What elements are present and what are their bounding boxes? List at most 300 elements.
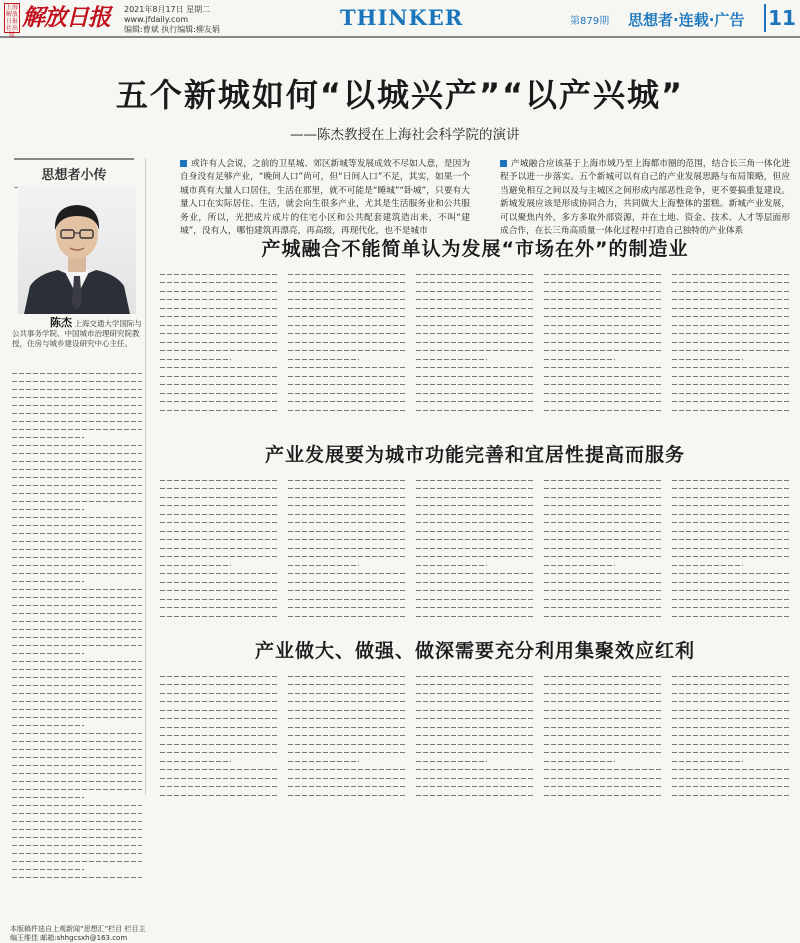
text-column [288,668,406,796]
text-line [416,684,534,685]
text-line [12,525,142,526]
text-line [160,556,278,557]
text-line [160,342,278,343]
text-line [160,599,278,600]
text-line [160,308,278,309]
text-line [544,778,662,779]
text-line [12,789,142,790]
text-line [672,291,790,292]
text-line [544,308,662,309]
text-line [544,693,662,694]
text-line [12,701,142,702]
text-line [544,410,662,411]
text-line [12,485,142,486]
text-line [12,693,142,694]
text-line [544,590,662,591]
editor-line: 编辑:曹斌 执行编辑:柳友娟 [124,25,220,34]
text-line [544,752,662,753]
text-line [544,497,662,498]
text-line [160,333,278,334]
text-line [672,367,790,368]
text-line [288,291,406,292]
text-line [544,376,662,377]
text-line [416,769,534,770]
text-line [672,522,790,523]
text-column [160,266,278,416]
text-line [160,282,278,283]
text-line [288,359,359,360]
text-line [416,531,534,532]
author-caption [12,318,142,349]
text-line [416,316,534,317]
text-line [288,333,406,334]
text-line [672,488,790,489]
text-line [12,725,84,726]
text-line [672,497,790,498]
text-line [160,710,278,711]
text-line [160,531,278,532]
text-line [672,401,790,402]
text-line [288,531,406,532]
text-line [288,761,359,762]
text-line [672,744,790,745]
text-line [672,359,743,360]
text-line [416,786,534,787]
text-line [12,653,84,654]
text-line [160,410,278,411]
subtitle: ——陈杰教授在上海社会科学院的演讲 [290,127,520,143]
text-line [416,795,534,796]
text-line [12,845,142,846]
brand-title: THINKER [340,5,464,30]
text-line [288,410,406,411]
text-column [544,472,662,622]
text-line [12,757,142,758]
text-line [160,735,278,736]
text-line [288,786,406,787]
text-line [288,693,406,694]
text-line [288,299,406,300]
text-column [416,668,534,796]
text-line [288,582,406,583]
text-line [544,480,662,481]
text-line [160,607,278,608]
text-line [416,410,534,411]
text-line [288,505,406,506]
section-heading-1: 产城融合不能简单认为发展“市场在外”的制造业 [160,234,790,261]
text-line [160,367,278,368]
text-line [12,389,142,390]
text-line [672,274,790,275]
text-line [12,501,142,502]
text-line [12,397,142,398]
text-line [544,342,662,343]
text-line [160,727,278,728]
section-2-body [160,472,790,622]
text-line [288,565,359,566]
text-line [12,581,84,582]
text-line [416,556,534,557]
text-line [160,778,278,779]
text-line [288,308,406,309]
text-line [672,693,790,694]
text-line [544,299,662,300]
text-line [12,533,142,534]
text-line [672,342,790,343]
text-line [416,718,534,719]
logo-side-text: 上海解放日报社出版 [5,4,18,39]
text-line [288,701,406,702]
text-line [12,805,142,806]
date-line: 2021年8月17日 星期二 [124,5,211,14]
text-line [288,752,406,753]
text-line [416,325,534,326]
text-line [672,795,790,796]
text-line [416,274,534,275]
text-line [12,437,84,438]
newspaper-logo: 解放日报 [22,4,110,31]
text-line [288,384,406,385]
text-line [288,393,406,394]
text-line [288,367,406,368]
text-line [416,607,534,608]
text-line [672,376,790,377]
text-column [544,266,662,416]
text-line [416,590,534,591]
text-line [544,539,662,540]
text-line [416,735,534,736]
text-line [12,629,142,630]
text-line [672,410,790,411]
text-line [160,480,278,481]
text-line [288,325,406,326]
text-line [160,616,278,617]
text-line [544,325,662,326]
text-line [160,582,278,583]
text-line [160,795,278,796]
text-line [160,769,278,770]
text-line [288,497,406,498]
text-line [544,786,662,787]
text-line [672,607,790,608]
text-line [544,522,662,523]
text-line [416,367,534,368]
text-line [288,342,406,343]
lede-left [180,158,470,238]
text-line [544,744,662,745]
text-line [416,384,534,385]
text-line [288,795,406,796]
text-column [672,472,790,622]
text-line [544,350,662,351]
text-line [12,413,142,414]
text-line [12,589,142,590]
text-line [416,778,534,779]
text-line [672,514,790,515]
text-line [416,342,534,343]
text-line [672,786,790,787]
text-line [544,359,615,360]
text-line [672,684,790,685]
text-line [544,582,662,583]
text-line [288,718,406,719]
author-bio: 上海交通大学国际与公共事务学院、中国城市治理研究院教授，住房与城乡建设研究中心主任。 [12,319,142,348]
text-line [544,676,662,677]
text-line [416,514,534,515]
text-line [672,556,790,557]
text-line [288,676,406,677]
text-line [12,421,142,422]
text-line [544,274,662,275]
text-line [160,548,278,549]
text-line [416,616,534,617]
text-line [12,781,142,782]
text-line [672,333,790,334]
bullet-square-icon [180,160,187,167]
text-line [288,590,406,591]
text-line [12,469,142,470]
text-line [544,393,662,394]
text-line [416,350,534,351]
text-line [288,778,406,779]
text-line [672,761,743,762]
text-line [160,693,278,694]
text-line [544,282,662,283]
text-line [416,548,534,549]
text-line [12,517,142,518]
text-line [416,308,534,309]
text-column [160,472,278,622]
text-line [672,565,743,566]
text-line [160,350,278,351]
text-line [672,735,790,736]
text-column [672,266,790,416]
text-line [672,299,790,300]
text-line [544,384,662,385]
section-1-body [160,266,790,416]
text-line [544,514,662,515]
text-line [12,381,142,382]
text-line [288,573,406,574]
text-line [160,299,278,300]
text-line [12,661,142,662]
text-line [160,761,231,762]
text-line [672,727,790,728]
portrait-illustration [18,186,136,314]
text-line [544,607,662,608]
author-name: 陈杰 [50,316,72,329]
text-line [12,797,84,798]
text-line [288,282,406,283]
text-line [12,821,142,822]
text-line [160,393,278,394]
sidebar-body-text [12,366,142,916]
text-line [416,282,534,283]
text-line [288,548,406,549]
text-line [672,752,790,753]
text-line [12,461,142,462]
text-line [544,795,662,796]
text-line [12,493,142,494]
text-line [544,727,662,728]
text-line [544,710,662,711]
text-column [672,668,790,796]
sidebar-title: 思想者小传 [14,158,134,188]
author-sidebar [4,158,146,942]
masthead [0,0,800,38]
text-line [12,677,142,678]
text-line [288,727,406,728]
text-line [672,384,790,385]
text-line [416,701,534,702]
text-line [416,333,534,334]
text-line [416,565,487,566]
text-line [12,565,142,566]
text-line [160,401,278,402]
text-line [544,616,662,617]
website-url[interactable]: www.jfdaily.com [124,15,189,24]
text-line [416,401,534,402]
text-line [12,405,142,406]
text-line [288,316,406,317]
text-line [12,373,142,374]
text-line [672,769,790,770]
text-line [672,480,790,481]
text-line [544,769,662,770]
text-line [672,582,790,583]
lede-right-text: 产城融合应该基于上海市域乃至上海都市圈的范围，结合长三角一体化进程予以进一步落实。五个新城可以有自己的产业发展思路与布局策略，但应当避免相互之间以及与主城区之间形成内部恶性竞争，更不要搞重复建设。新城发展应该是形成协同合力，共同做大上海整体的蛋糕。新城产业发展，可以聚焦内外，多方多取外部资源，并在土地、资金、技术、人才等层面形成合作，在长三角高质量一体化过程中打造自己独特的产业体系 [500,159,790,237]
text-line [12,597,142,598]
text-line [12,869,84,870]
text-line [288,710,406,711]
section-name: 思想者·连载·广告 [628,11,745,29]
text-column [288,266,406,416]
text-line [288,616,406,617]
text-line [672,282,790,283]
text-line [672,573,790,574]
text-line [160,376,278,377]
text-line [416,727,534,728]
text-line [544,488,662,489]
text-line [416,752,534,753]
page-number: 11 [764,4,798,32]
author-portrait [18,186,136,314]
text-line [160,684,278,685]
text-line [416,761,487,762]
text-line [160,488,278,489]
text-line [544,505,662,506]
text-line [544,556,662,557]
text-line [416,539,534,540]
header-info [124,5,220,35]
text-column [160,668,278,796]
text-line [416,676,534,677]
text-line [160,505,278,506]
text-column [288,472,406,622]
sidebar-footnote: 本版稿件选自上观新闻“思想汇”栏目 栏目主编王维佳 邮箱:shhgcsxh@163.com [10,925,146,942]
text-line [672,778,790,779]
text-line [672,599,790,600]
text-line [12,557,142,558]
text-line [544,531,662,532]
text-line [12,621,142,622]
text-line [288,735,406,736]
text-line [544,761,615,762]
text-line [12,573,142,574]
text-line [12,445,142,446]
text-line [544,316,662,317]
text-line [12,429,142,430]
text-line [416,582,534,583]
text-line [160,701,278,702]
text-line [160,718,278,719]
text-line [672,548,790,549]
text-line [672,308,790,309]
text-line [160,274,278,275]
text-line [12,637,142,638]
text-line [12,549,142,550]
bullet-square-icon [500,160,507,167]
text-line [672,350,790,351]
text-line [160,676,278,677]
text-line [160,316,278,317]
text-line [288,274,406,275]
text-column [544,668,662,796]
text-line [544,573,662,574]
text-line [12,645,142,646]
text-line [288,769,406,770]
text-line [544,291,662,292]
text-line [416,376,534,377]
text-line [12,853,142,854]
section-heading-2: 产业发展要为城市功能完善和宜居性提高而服务 [160,440,790,467]
text-line [672,590,790,591]
text-line [12,765,142,766]
text-line [12,813,142,814]
text-line [416,693,534,694]
text-line [160,514,278,515]
text-line [416,710,534,711]
main-headline: 五个新城如何“以城兴产”“以产兴城” [115,76,685,114]
text-line [160,384,278,385]
text-line [416,359,487,360]
text-line [160,752,278,753]
text-column [416,266,534,416]
text-line [544,718,662,719]
text-line [544,367,662,368]
text-line [160,325,278,326]
text-line [160,522,278,523]
text-line [160,565,231,566]
text-line [416,573,534,574]
text-line [288,607,406,608]
text-line [672,539,790,540]
text-line [416,488,534,489]
text-line [160,291,278,292]
text-line [672,676,790,677]
text-line [544,548,662,549]
text-line [288,539,406,540]
text-line [288,376,406,377]
text-line [416,599,534,600]
text-line [672,505,790,506]
text-line [12,749,142,750]
text-line [416,299,534,300]
text-line [12,861,142,862]
text-column [416,472,534,622]
text-line [672,718,790,719]
text-line [12,877,142,878]
